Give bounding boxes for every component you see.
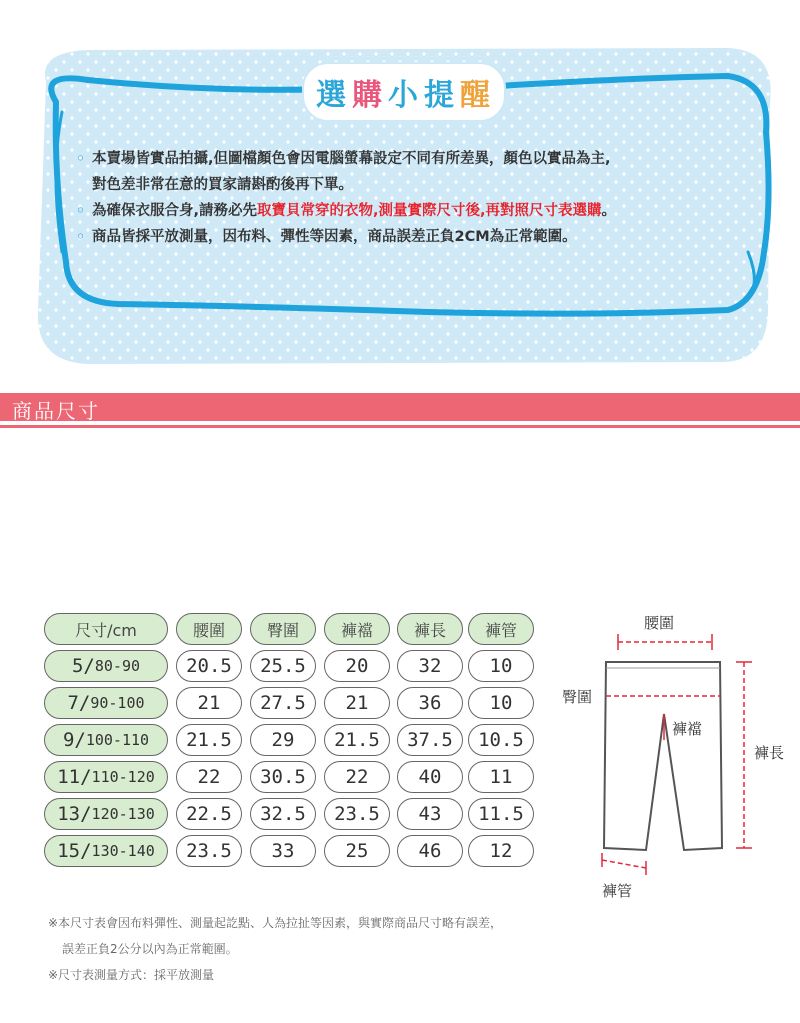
table-header-cell bbox=[324, 613, 390, 645]
bullet-dot-icon: ◦ bbox=[76, 229, 85, 245]
table-cell bbox=[468, 650, 534, 682]
size-range: 130-140 bbox=[91, 842, 155, 860]
table-cell bbox=[324, 724, 390, 756]
notice-bullet bbox=[76, 224, 756, 250]
size-cell bbox=[44, 724, 168, 756]
table-cell bbox=[397, 835, 463, 867]
cell-value: 23.5 bbox=[186, 840, 232, 862]
table-cell bbox=[176, 650, 242, 682]
table-cell bbox=[397, 687, 463, 719]
section-title: 商品尺寸 bbox=[12, 399, 100, 423]
cell-value: 20.5 bbox=[186, 655, 232, 677]
cell-value: 36 bbox=[418, 692, 442, 714]
section-divider bbox=[0, 425, 800, 428]
table-cell bbox=[250, 687, 316, 719]
size-label: 5/ bbox=[71, 655, 95, 677]
size-cell bbox=[44, 798, 168, 830]
notice-bullet bbox=[76, 146, 756, 198]
table-cell bbox=[468, 798, 534, 830]
table-cell bbox=[324, 650, 390, 682]
table-cell bbox=[397, 724, 463, 756]
leg-opening-label: 褲管 bbox=[602, 882, 633, 900]
header-label: 尺寸/cm bbox=[75, 620, 137, 640]
crotch-label: 褲襠 bbox=[672, 720, 703, 738]
cell-value: 11 bbox=[489, 766, 513, 788]
size-range: 100-110 bbox=[85, 731, 150, 749]
bullet-text: 對色差非常在意的買家請斟酌後再下單。 bbox=[92, 177, 353, 193]
size-label: 7/ bbox=[67, 692, 91, 714]
table-cell bbox=[176, 835, 242, 867]
size-range: 90-100 bbox=[90, 694, 145, 712]
table-cell bbox=[324, 761, 390, 793]
cell-value: 30.5 bbox=[260, 766, 306, 788]
cell-value: 10.5 bbox=[478, 729, 524, 751]
cell-value: 27.5 bbox=[260, 692, 306, 714]
table-cell bbox=[324, 835, 390, 867]
bullet-highlight-text: 取寶貝常穿的衣物,測量實際尺寸後,再對照尺寸表選購 bbox=[257, 203, 602, 219]
notice-title-char: 購 bbox=[352, 78, 384, 113]
cell-value: 46 bbox=[418, 840, 442, 862]
note-line: ※本尺寸表會因布料彈性、測量起訖點、人為拉扯等因素，與實際商品尺寸略有誤差， bbox=[48, 916, 503, 930]
table-cell bbox=[176, 761, 242, 793]
size-label: 11/ bbox=[57, 766, 92, 788]
cell-value: 32 bbox=[418, 655, 442, 677]
note-line: ※尺寸表測量方式：採平放測量 bbox=[48, 968, 215, 982]
table-cell bbox=[468, 835, 534, 867]
notice-title-char: 提 bbox=[424, 78, 456, 113]
notice-bullets bbox=[76, 146, 756, 250]
cell-value: 21 bbox=[345, 692, 369, 714]
table-cell bbox=[250, 724, 316, 756]
bullet-text: 。 bbox=[601, 203, 617, 219]
cell-value: 10 bbox=[489, 655, 513, 677]
table-cell bbox=[468, 724, 534, 756]
cell-value: 33 bbox=[271, 840, 295, 862]
cell-value: 12 bbox=[489, 840, 513, 862]
notice-title-char: 醒 bbox=[460, 78, 492, 113]
header-label: 褲襠 bbox=[340, 620, 373, 640]
header-label: 褲長 bbox=[413, 620, 446, 640]
cell-value: 11.5 bbox=[478, 803, 524, 825]
hip-label: 臀圍 bbox=[562, 688, 593, 706]
size-cell bbox=[44, 650, 168, 682]
size-cell bbox=[44, 835, 168, 867]
bullet-dot-icon: ◦ bbox=[76, 203, 85, 219]
table-header-cell bbox=[250, 613, 316, 645]
waist-label: 腰圍 bbox=[644, 614, 675, 632]
header-label: 臀圍 bbox=[266, 620, 299, 640]
bullet-text: 本賣場皆實品拍攝,但圖檔顏色會因電腦螢幕設定不同有所差異，顏色以實品為主, bbox=[92, 151, 611, 167]
cell-value: 43 bbox=[418, 803, 442, 825]
table-cell bbox=[250, 798, 316, 830]
notice-title bbox=[302, 62, 506, 122]
header-label: 腰圍 bbox=[192, 620, 225, 640]
notice-title-char: 選 bbox=[316, 78, 348, 113]
table-cell bbox=[468, 761, 534, 793]
header-label: 褲管 bbox=[484, 620, 517, 640]
table-cell bbox=[176, 687, 242, 719]
cell-value: 10 bbox=[489, 692, 513, 714]
size-range: 110-120 bbox=[91, 768, 155, 786]
size-label: 15/ bbox=[57, 840, 92, 862]
size-label: 13/ bbox=[57, 803, 92, 825]
table-header-cell bbox=[176, 613, 242, 645]
bullet-dot-icon: ◦ bbox=[76, 151, 85, 167]
table-cell bbox=[176, 798, 242, 830]
cell-value: 40 bbox=[418, 766, 442, 788]
cell-value: 37.5 bbox=[407, 729, 453, 751]
table-cell bbox=[397, 650, 463, 682]
bullet-text: 為確保衣服合身,請務必先 bbox=[92, 203, 258, 219]
cell-value: 22 bbox=[197, 766, 221, 788]
size-label: 9/ bbox=[62, 729, 86, 751]
pants-measurement-diagram bbox=[560, 610, 800, 900]
cell-value: 20 bbox=[345, 655, 369, 677]
bullet-text: 商品皆採平放測量，因布料、彈性等因素，商品誤差正負2CM為正常範圍。 bbox=[92, 229, 577, 245]
cell-value: 21 bbox=[197, 692, 221, 714]
cell-value: 25.5 bbox=[260, 655, 306, 677]
cell-value: 25 bbox=[345, 840, 369, 862]
table-cell bbox=[250, 650, 316, 682]
notice-title-char: 小 bbox=[388, 78, 420, 113]
size-range: 80-90 bbox=[94, 657, 141, 675]
table-cell bbox=[397, 798, 463, 830]
table-cell bbox=[176, 724, 242, 756]
notice-bullet bbox=[76, 198, 756, 224]
note-line: 誤差正負2公分以內為正常範圍。 bbox=[62, 942, 238, 956]
section-header-bar bbox=[0, 393, 800, 421]
table-cell bbox=[324, 687, 390, 719]
size-cell bbox=[44, 687, 168, 719]
table-cell bbox=[250, 761, 316, 793]
cell-value: 21.5 bbox=[186, 729, 232, 751]
table-cell bbox=[324, 798, 390, 830]
cell-value: 22.5 bbox=[186, 803, 232, 825]
cell-value: 21.5 bbox=[334, 729, 380, 751]
table-header-cell bbox=[397, 613, 463, 645]
length-label: 褲長 bbox=[754, 744, 785, 762]
size-range: 120-130 bbox=[91, 805, 155, 823]
table-cell bbox=[397, 761, 463, 793]
size-cell bbox=[44, 761, 168, 793]
cell-value: 32.5 bbox=[260, 803, 306, 825]
cell-value: 23.5 bbox=[334, 803, 380, 825]
cell-value: 22 bbox=[345, 766, 369, 788]
table-header-cell bbox=[468, 613, 534, 645]
table-cell bbox=[250, 835, 316, 867]
table-cell bbox=[468, 687, 534, 719]
table-header-cell bbox=[44, 613, 168, 645]
size-notes bbox=[48, 910, 502, 988]
cell-value: 29 bbox=[271, 729, 295, 751]
